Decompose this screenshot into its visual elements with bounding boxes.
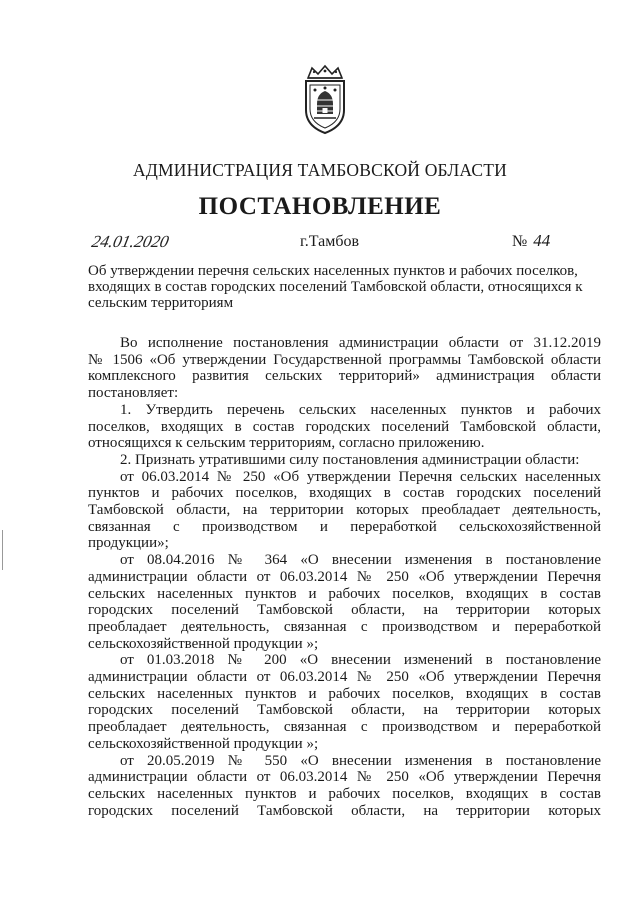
number-value: 44 bbox=[533, 231, 551, 250]
document-subject bbox=[88, 263, 608, 311]
body-line: относящихся к сельским территориям, согласно приложению. bbox=[88, 435, 485, 452]
body-line: связанная с производством и переработкой сельскохозяйственной bbox=[88, 518, 601, 535]
body-line: комплексного развития сельских территорий» администрация области bbox=[88, 368, 601, 385]
tambov-coat-of-arms-icon bbox=[300, 64, 350, 136]
body-line: городских поселений Тамбовской области, на территории которых bbox=[88, 702, 601, 719]
subject-line: Об утверждении перечня сельских населенных пунктов и рабочих поселков, bbox=[88, 263, 578, 279]
body-line: пунктов и рабочих поселков, входящих в состав городских поселений bbox=[88, 485, 601, 502]
body-line: поселков, входящих в состав городских поселений Тамбовской области, bbox=[88, 418, 601, 435]
body-line: городских поселений Тамбовской области, на территории которых bbox=[88, 802, 601, 819]
body-line: преобладает деятельность, связанная с производством и переработкой bbox=[88, 719, 601, 736]
organization-name: АДМИНИСТРАЦИЯ ТАМБОВСКОЙ ОБЛАСТИ bbox=[133, 160, 507, 180]
subject-line: входящих в состав городских поселений Тамбовской области, относящихся к bbox=[88, 279, 583, 295]
document-date: 24.01.2020 bbox=[90, 232, 171, 251]
subject-line: сельским территориям bbox=[88, 295, 234, 311]
body-line: сельских населенных пунктов и рабочих поселков, входящих в состав bbox=[88, 785, 601, 802]
body-line: от 01.03.2018 № 200 «О внесении изменений в постановление bbox=[120, 652, 601, 669]
document-type-title: ПОСТАНОВЛЕНИЕ bbox=[198, 193, 442, 220]
body-line: сельских населенных пунктов и рабочих поселков, входящих в состав bbox=[88, 585, 601, 602]
document-number bbox=[512, 231, 550, 251]
body-line: от 06.03.2014 № 250 «Об утверждении Перечня сельских населенных bbox=[120, 468, 601, 485]
document-body bbox=[88, 335, 601, 819]
body-line: постановляет: bbox=[88, 385, 179, 402]
body-line: администрации области от 06.03.2014 № 250 «Об утверждении Перечня bbox=[88, 669, 601, 686]
body-line: 2. Признать утратившими силу постановления администрации области: bbox=[120, 451, 580, 468]
body-line: сельскохозяйственной продукции »; bbox=[88, 635, 319, 652]
number-label: № bbox=[512, 233, 528, 250]
body-line: городских поселений Тамбовской области, на территории которых bbox=[88, 602, 601, 619]
body-line: № 1506 «Об утверждении Государственной программы Тамбовской области bbox=[88, 351, 601, 368]
margin-mark bbox=[2, 530, 7, 570]
body-line: администрации области от 06.03.2014 № 250 «Об утверждении Перечня bbox=[88, 568, 601, 585]
body-line: продукции»; bbox=[88, 535, 169, 552]
body-line: 1. Утвердить перечень сельских населенных пунктов и рабочих bbox=[120, 401, 601, 418]
body-line: сельских населенных пунктов и рабочих поселков, входящих в состав bbox=[88, 685, 601, 702]
body-line: преобладает деятельность, связанная с производством и переработкой bbox=[88, 618, 601, 635]
document-city: г.Тамбов bbox=[300, 233, 360, 250]
body-line: сельскохозяйственной продукции »; bbox=[88, 735, 319, 752]
body-line: от 08.04.2016 № 364 «О внесении изменения в постановление bbox=[120, 552, 601, 569]
body-line: администрации области от 06.03.2014 № 250 «Об утверждении Перечня bbox=[88, 769, 601, 786]
body-line: Во исполнение постановления администрации области от 31.12.2019 bbox=[120, 335, 601, 351]
body-line: от 20.05.2019 № 550 «О внесении изменения в постановление bbox=[120, 752, 601, 769]
body-line: Тамбовской области, на территории которых преобладает деятельность, bbox=[88, 502, 601, 519]
